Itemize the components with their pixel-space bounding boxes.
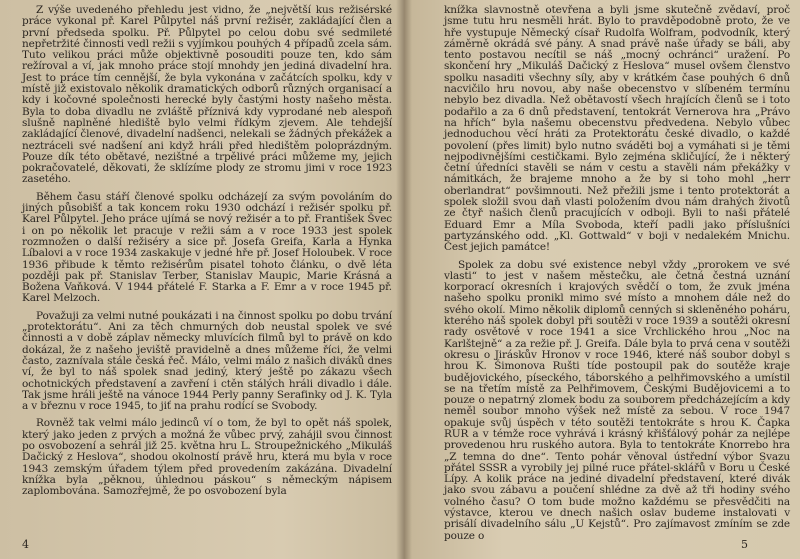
left-paragraph-4: Rovněž tak velmi málo jedinců ví o tom, že byl to opět náš spolek, který jako jeden z prvých a možná že vůbec prvý, zahájil svou činnost po osvobození a sehrál již 25. května hru L. Stroupežnického „Mikuláš Dačický z Heslova“, shodou okolností právě hru, která mu byla v roce 1943 zemským úřadem týlem před provedením zakázána. Divadelní knížka byla „pěknou, úhlednou páskou“ s německým nápisem zaplombována. Samozřejmě, že po osvobození byla — [22, 417, 392, 498]
left-page-number: 4 — [22, 538, 29, 551]
left-paragraph-1: Z výše uvedeného přehledu jest vidno, že „největší kus režisérské práce vykonal př. Karel Půlpytel náš první režisér, zakládající člen a první předseda spolku. Př. Půlpytel po celou dobu své sedmileté nepřetržité činnosti vedl režii s vyjímkou pouhých 4 případů zcela sám. Tuto velikou práci může objektivně posouditi pouze ten, kdo sám režíroval a ví, jak mnoho práce stojí mnohdy jen jediná divadelní hra. Jest to práce tím cennější, že byla vykonána v začátcích spolku, kdy v místě již existovalo několik dramatických odborů různých organisací a kdy i kočovné společnosti herecké byly častými hosty našeho města. Byla to doba divadlu ne zvláště příznivá kdy vyprodané neb alespoň slušně naplněné hlediště bylo velmi řídkým zjevem. Ale tehdejší zakládající členové, divadelní nadšenci, nelekali se žádných překážek a neztráceli své nadšení ani když hráli před hledištěm poloprázdným. Pouze dík této obětavé, nezištné a trpělivé práci můžeme my, jejich pokračovatelé, děkovati, že sklízíme plody ze stromu jimi v roce 1923 zasetého. — [22, 4, 392, 186]
right-page — [404, 0, 800, 559]
left-paragraph-3: Považuji za velmi nutné poukázati i na činnost spolku po dobu trvání „protektorátu“. Ani za těch chmurných dob neustal spolek ve své činnosti a v době záplav německy mluvících filmů byl to právě on kdo dokázal, že z našeho jeviště pravidelně a dnes můžeme říci, že velmi často, zaznívala stále česká řeč. Málo, velmi málo z našich diváků dnes ví, že byl to náš spolek snad jediný, který ještě po zákazu všech ochotnických představení a zavření i ctěn stálých hráli divadlo i dále. Tak jsme hráli ještě na vánoce 1944 Perly panny Serafinky od J. K. Tyla a v březnu v roce 1945, to jiť na prahu rodící se Svobody. — [22, 309, 392, 413]
book-gutter — [396, 0, 412, 559]
right-paragraph-2: Spolek za dobu své existence nebyl vždy „prorokem ve své vlasti“ to jest v našem městečku, ale četná čestná uznání korporací okresních i krajových svědčí o tom, že zvuk jména našeho spolku pronikl mimo své místo a mnohem dále než do svého okolí. Mimo několik diplomů cenných si skleněného poháru, kterého náš spolek dobyl při soutěži v roce 1939 a soutěži okresní rady osvětové v roce 1941 a sice Vrchlického hrou „Noc na Karlštejně“ a za režie př. J. Greifa. Dále byla to prvá cena v soutěži okresu o Jiráskův Hronov v roce 1946, které náš soubor dobyl s hrou K. Šimonova Rušti tíde postoupil pak do soutěže kraje budějovického, píseckého, táborského a pelhřimovského a umístil se na třetím místě za Pelhřimovem, Českými Budějovicemi a to pouze o nepatrný zlomek bodu za souborem předcházejícím a kdy neměl soubor mnoho výšek než místě za sebou. V roce 1947 opakuje svůj úspěch v této soutěži tentokráte s hrou K. Čapka RUR a v témže roce vyhrává i krásný křišťálový pohár za nejlépe provedenou hru ruského autora. Byla to tentokráte Knorrebo hra „Z temna do dne“. Tento pohár věnoval ústřední výbor Svazu přátel SSSR a vyrobily jej pilné ruce přátel-sklářů v Boru u České Lípy. A kolik práce na jediné divadelní představení, které divák jako svou zábavu a poučení shlédne za dvě až tři hodiny svého volného času? O tom bude možno každému se přesvědčiti na výstavce, kterou ve dnech našich oslav budeme instalovati v prisálí divadelního sálu „U Kejstů“. Pro zajímavost zmíním se zde pouze o — [444, 258, 790, 542]
right-paragraph-1: knížka slavnostně otevřena a byli jsme skutečně zvědaví, proč jsme tutu hru nesměli hrát. Bylo to pravděpodobně proto, že ve hře vystupuje Německý císař Rudolfa Wolfram, podvodník, který záměrně okrádá své pány. A snad právě naše úřady se báli, aby tento postavou necítil se náš „mocný ochránci“ uražení. Po skončení hry „Mikuláš Dačický z Heslova“ musel ovšem členstvo spolku nasaditi všechny síly, aby v krátkém čase pouhých 6 dnů nacvičilo hru novou, aby naše obecenstvo v slíbeném termínu nebylo bez divadla. Než obětavostí všech hrajících členů se i toto podařilo a za 6 dnů představení, tentokrát Vernerova hra „Právo na hřích“ byla našemu obecenstvu předvedena. Nebylo vůbec jednoduchou věcí hráti za Protektorátu české divadlo, o každé povolení (přes limit) bylo nutno sváděti boj a vymáhati si je těmi nejpodivnějšími cestičkami. Bylo zejména skličující, že i některý četní úředníci stavěli se nám v cestu a stavěli nám překážky v námitkách, že brajeme mnoho a že by si toho mohl „herr oberlandrat“ povšimnouti. Než přežili jsme i tento protektorát a spolek složil svou daň vlasti položením dvou nám drahých životů ze čtyř našich členů pracujících v odboji. Byli to naši přátelé Eduard Emr a Míla Svoboda, kteří padli jako příslušníci partyzánského odd. „Kl. Gottwald“ v boji v nedalekém Mnichu. Čest jejich památce! — [444, 4, 790, 254]
right-page-number: 5 — [741, 538, 748, 551]
left-paragraph-2: Během času stáří členové spolku odcházejí za svým povoláním do jiných působišť a tak koncem roku 1930 odchází i režisér spolku př. Karel Půlpytel. Jeho práce ujímá se nový režisér a to př. František Švec i on po několik let pracuje v režii sám a v roce 1933 jest spolek rozmnožen o další režiséry a sice př. Josefa Greifa, Karla a Hynka Líbalovi a v roce 1934 zaskakuje v jedné hře př. Josef Holoubek. V roce 1936 přibude k těmto režisérům pisatel tohoto článku, o dvě léta později pak př. Stanislav Terber, Stanislav Maupic, Marie Krásná a Božena Vaňková. V 1944 přátelé F. Starka a F. Emr a v roce 1945 př. Karel Melzoch. — [22, 190, 392, 305]
